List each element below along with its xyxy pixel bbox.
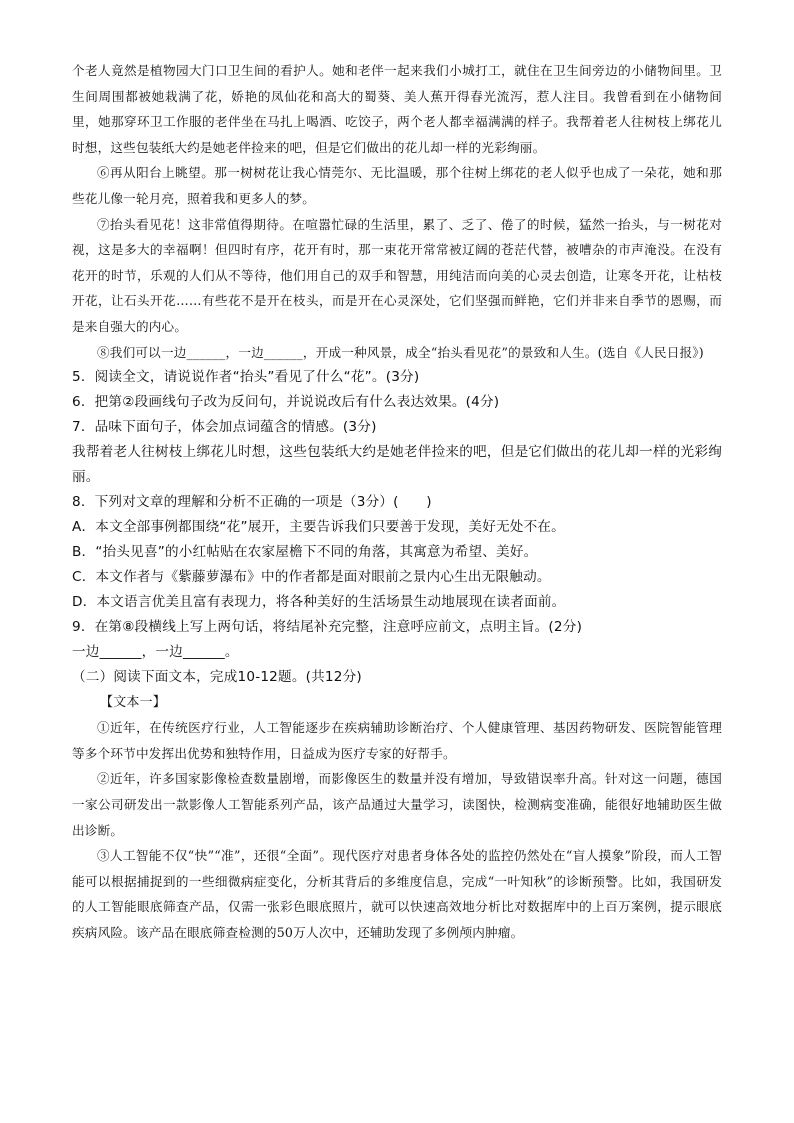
passage-paragraph-6: ⑥再从阳台上眺望。那一树树花让我心情莞尔、无比温暖，那个往树上绑花的老人似乎也成了一朵花，她和那些花儿像一轮月亮，照着我和更多人的梦。	[72, 165, 722, 206]
question-9-blank: 一边______，一边______。	[72, 644, 239, 661]
question-8-option-a: A．本文全部事例都围绕“花”展开，主要告诉我们只要善于发现，美好无处不在。	[72, 519, 565, 536]
question-6: 6．把第②段画线句子改为反问句，并说说改后有什么表达效果。(4分)	[72, 394, 500, 411]
text-1-paragraph-1: ①近年，在传统医疗行业，人工智能逐步在疾病辅助诊断治疗、个人健康管理、基因药物研发、医院智能管理等多个环节中发挥出优势和独特作用，日益成为医疗专家的好帮手。	[72, 720, 722, 761]
question-5: 5．阅读全文，请说说作者“抬头”看见了什么“花”。(3分)	[72, 369, 420, 386]
passage-paragraph-8: ⑧我们可以一边______，一边______，开成一种风景，成全“抬头看见花”的景致和人生。(选自《人民日报》)	[97, 344, 704, 360]
text-1-label: 【文本一】	[100, 695, 167, 711]
question-7: 7．品味下面句子，体会加点词蕴含的情感。(3分)	[72, 419, 377, 436]
question-8-option-c: C．本文作者与《紫藤萝瀑布》中的作者都是面对眼前之景内心生出无限触动。	[72, 569, 551, 586]
text-1-paragraph-2: ②近年，许多国家影像检查数量剧增，而影像医生的数量并没有增加，导致错误率升高。针对这一问题，德国一家公司研发出一款影像人工智能系列产品，该产品通过大量学习，读图快，检测病变准确，能很好地辅助医生做出诊断。	[72, 771, 722, 838]
section-2-heading: （二）阅读下面文本，完成10-12题。(共12分)	[72, 669, 362, 686]
passage-paragraph-continued: 个老人竟然是植物园大门口卫生间的看护人。她和老伴一起来我们小城打工，就住在卫生间旁边的小储物间里。卫生间周围都被她栽满了花，娇艳的凤仙花和高大的蜀葵、美人蕉开得春光流泻，惹人注目。我曾看到在小储物间里，她那穿环卫工作服的老伴坐在马扎上喝酒、吃饺子，两个老人都幸福满满的样子。我帮着老人往树枝上绑花儿时想，这些包装纸大约是她老伴捡来的吧，但是它们做出的花儿却一样的光彩绚丽。	[72, 63, 722, 155]
text-1-paragraph-3: ③人工智能不仅“快”“准”，还很“全面”。现代医疗对患者身体各处的监控仍然处在“盲人摸象”阶段，而人工智能可以根据捕捉到的一些细微病症变化，分析其背后的多维度信息，完成“一叶知秋”的诊断预警。比如，我国研发的人工智能眼底筛查产品，仅需一张彩色眼底照片，就可以快速高效地分析比对数据库中的上百万案例，提示眼底疾病风险。该产品在眼底筛查检测的50万人次中，还辅助发现了多例颅内肿瘤。	[72, 848, 722, 940]
question-7-sentence: 我帮着老人往树枝上绑花儿时想，这些包装纸大约是她老伴捡来的吧，但是它们做出的花儿却一样的光彩绚丽。	[72, 444, 722, 486]
question-8-option-b: B．“抬头见喜”的小红帖贴在农家屋檐下不同的角落，其寓意为希望、美好。	[72, 544, 538, 561]
question-8-option-d: D．本文语言优美且富有表现力，将各种美好的生活场景生动地展现在读者面前。	[72, 594, 566, 611]
document-page	[72, 58, 722, 945]
question-9: 9．在第⑧段横线上写上两句话，将结尾补充完整，注意呼应前文，点明主旨。(2分)	[72, 619, 583, 636]
passage-paragraph-7: ⑦抬头看见花！这非常值得期待。在喧嚣忙碌的生活里，累了、乏了、倦了的时候，猛然一抬头，与一树花对视，这是多大的幸福啊！但四时有序，花开有时，那一束花开常常被辽阔的苍茫代替，被嘈杂的市声淹没。在没有花开的时节，乐观的人们从不等待，他们用自己的双手和智慧，用纯洁而向美的心灵去创造，让寒冬开花，让枯枝开花，让石头开花……有些花不是开在枝头，而是开在心灵深处，它们坚强而鲜艳，它们并非来自季节的恩赐，而是来自强大的内心。	[72, 216, 722, 334]
question-8: 8．下列对文章的理解和分析不正确的一项是（3分）( )	[72, 494, 432, 511]
